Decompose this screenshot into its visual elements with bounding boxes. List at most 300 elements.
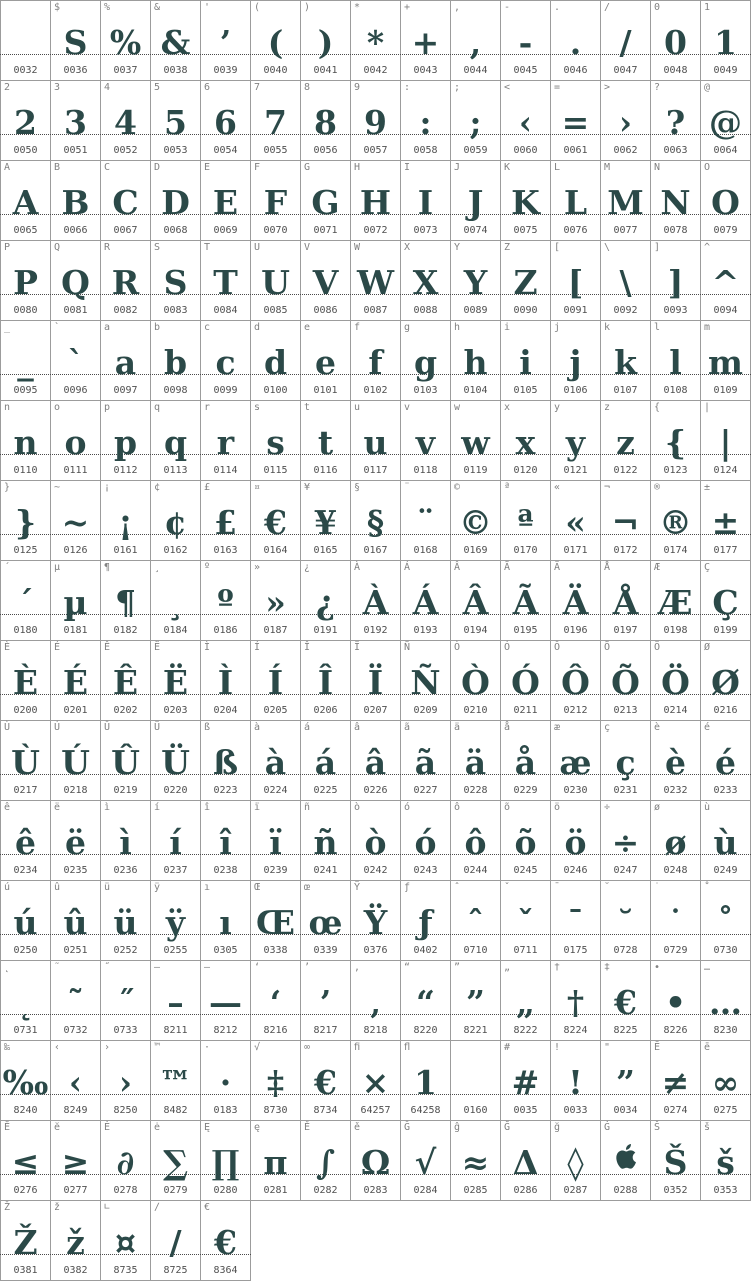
- glyph-large: z: [616, 423, 635, 462]
- glyph-cell: [651, 961, 701, 1041]
- glyph-small-label: 1: [704, 2, 711, 13]
- glyph-large: ˝: [117, 983, 134, 1022]
- glyph-code-label: 0278: [113, 1185, 138, 1196]
- glyph-cell: [451, 1, 501, 81]
- glyph-large: ∑: [163, 1143, 188, 1182]
- glyph-code-label: 0280: [213, 1185, 238, 1196]
- glyph-large: ∫: [315, 1143, 336, 1182]
- glyph-large: ›: [618, 103, 633, 142]
- glyph-small-label: %: [104, 2, 111, 13]
- glyph-code-label: 0352: [663, 1185, 688, 1196]
- glyph-cell: [701, 321, 751, 401]
- glyph-code-label: 0710: [463, 945, 488, 956]
- glyph-large: ∞: [711, 1063, 740, 1102]
- glyph-large: Â: [462, 583, 489, 622]
- glyph-code-label: 0075: [513, 225, 538, 236]
- glyph-small-label: Ĝ: [404, 1122, 411, 1133]
- glyph-large: _: [17, 343, 34, 382]
- glyph-large: q: [163, 423, 188, 462]
- glyph-cell: [301, 161, 351, 241]
- glyph-small-label: Œ: [254, 882, 261, 893]
- glyph-code-label: 0205: [263, 705, 288, 716]
- glyph-small-label: !: [554, 1042, 561, 1053]
- glyph-cell: [201, 721, 251, 801]
- glyph-code-label: 8734: [313, 1105, 338, 1116]
- glyph-cell: [301, 1041, 351, 1121]
- glyph-code-label: 0095: [13, 385, 38, 396]
- glyph-cell: [651, 641, 701, 721]
- glyph-cell: [451, 1041, 501, 1121]
- glyph-small-label: Y: [454, 242, 461, 253]
- glyph-cell: [601, 1121, 651, 1201]
- glyph-large: i: [519, 343, 532, 382]
- glyph-code-label: 0078: [663, 225, 688, 236]
- glyph-large: #: [511, 1063, 540, 1102]
- glyph-small-label: ä: [454, 722, 461, 733]
- glyph-code-label: 0070: [263, 225, 288, 236]
- glyph-row: [1, 801, 751, 881]
- glyph-small-label: ˚: [704, 882, 711, 893]
- glyph-code-label: 8250: [113, 1105, 138, 1116]
- glyph-small-label: ‚: [354, 962, 361, 973]
- glyph-cell: [151, 801, 201, 881]
- glyph-code-label: 0126: [63, 545, 88, 556]
- glyph-code-label: 0096: [63, 385, 88, 396]
- glyph-cell: [601, 561, 651, 641]
- glyph-code-label: 8221: [463, 1025, 488, 1036]
- glyph-small-label: Å: [604, 562, 611, 573]
- glyph-small-label: 8: [304, 82, 311, 93]
- glyph-small-label: 2: [4, 82, 11, 93]
- glyph-code-label: 0108: [663, 385, 688, 396]
- glyph-small-label: Ē: [654, 1042, 661, 1053]
- glyph-cell: [351, 81, 401, 161]
- glyph-small-label: 3: [54, 82, 61, 93]
- glyph-cell: [251, 1, 301, 81]
- glyph-small-label: 7: [254, 82, 261, 93]
- glyph-large: ): [317, 23, 334, 62]
- glyph-large: *: [366, 23, 385, 62]
- glyph-cell: [1, 321, 51, 401]
- glyph-cell: [551, 401, 601, 481]
- glyph-large: ¿: [315, 583, 336, 622]
- glyph-small-label: ¿: [304, 562, 311, 573]
- glyph-small-label: n: [4, 402, 11, 413]
- glyph-code-label: 0402: [413, 945, 438, 956]
- glyph-large: !: [568, 1063, 583, 1102]
- glyph-large: Ç: [712, 583, 739, 622]
- glyph-code-label: 0711: [513, 945, 538, 956]
- glyph-code-label: 0194: [463, 625, 488, 636]
- glyph-large: ˘: [617, 903, 634, 942]
- glyph-small-label: S: [154, 242, 161, 253]
- glyph-large: ¯: [567, 903, 584, 942]
- glyph-small-label: Ê: [104, 642, 111, 653]
- glyph-large: X: [412, 263, 439, 302]
- glyph-cell: [251, 641, 301, 721]
- glyph-cell: [451, 561, 501, 641]
- glyph-small-label: U: [254, 242, 261, 253]
- glyph-code-label: 0093: [663, 305, 688, 316]
- glyph-large: Å: [612, 583, 639, 622]
- glyph-cell: [651, 241, 701, 321]
- glyph-small-label: w: [454, 402, 461, 413]
- glyph-cell: [301, 1121, 351, 1201]
- glyph-code-label: 8212: [213, 1025, 238, 1036]
- glyph-cell: [651, 881, 701, 961]
- glyph-code-label: 0085: [263, 305, 288, 316]
- glyph-small-label: ô: [454, 802, 461, 813]
- glyph-code-label: 0109: [713, 385, 738, 396]
- glyph-cell: [451, 241, 501, 321]
- glyph-small-label: ę: [254, 1122, 261, 1133]
- glyph-small-label: A: [4, 162, 11, 173]
- glyph-code-label: 0097: [113, 385, 138, 396]
- glyph-small-label: ¯: [554, 882, 561, 893]
- glyph-cell: [1, 1, 51, 81]
- glyph-cell: [401, 161, 451, 241]
- glyph-cell: [401, 481, 451, 561]
- glyph-small-label: ě: [354, 1122, 361, 1133]
- glyph-cell: [251, 561, 301, 641]
- glyph-code-label: 0117: [363, 465, 388, 476]
- glyph-cell: [701, 161, 751, 241]
- glyph-cell: [151, 881, 201, 961]
- glyph-code-label: 0245: [513, 865, 538, 876]
- glyph-row: [1, 961, 751, 1041]
- glyph-large: F: [263, 183, 288, 222]
- glyph-small-label: î: [204, 802, 211, 813]
- glyph-code-label: 0094: [713, 305, 738, 316]
- glyph-cell: [1, 721, 51, 801]
- glyph-small-label: Ÿ: [354, 882, 361, 893]
- glyph-cell: [201, 881, 251, 961]
- glyph-large: I: [417, 183, 434, 222]
- glyph-small-label: Ì: [204, 642, 211, 653]
- glyph-large: 0: [664, 23, 687, 62]
- glyph-large: á: [314, 743, 337, 782]
- glyph-large: Î: [317, 663, 334, 702]
- glyph-code-label: 0276: [13, 1185, 38, 1196]
- glyph-cell: [251, 721, 301, 801]
- glyph-small-label: ˙: [654, 882, 661, 893]
- glyph-cell: [201, 801, 251, 881]
- glyph-cell: [401, 1, 451, 81]
- glyph-code-label: 0223: [213, 785, 238, 796]
- glyph-small-label: É: [54, 642, 61, 653]
- glyph-code-label: 0112: [113, 465, 138, 476]
- glyph-code-label: 0283: [363, 1185, 388, 1196]
- glyph-large: Ÿ: [363, 903, 388, 942]
- glyph-large: C: [112, 183, 139, 222]
- glyph-cell: [451, 81, 501, 161]
- glyph-code-label: 0037: [113, 65, 138, 76]
- glyph-cell: [701, 1121, 751, 1201]
- glyph-cell: [551, 481, 601, 561]
- glyph-small-label: Ô: [554, 642, 561, 653]
- glyph-small-label: –: [154, 962, 161, 973]
- glyph-cell: [651, 1121, 701, 1201]
- glyph-code-label: 0732: [63, 1025, 88, 1036]
- glyph-small-label: K: [504, 162, 511, 173]
- glyph-small-label: J: [454, 162, 461, 173]
- glyph-cell: [201, 1, 251, 81]
- glyph-small-label: ·: [204, 1042, 211, 1053]
- glyph-small-label: /: [604, 2, 611, 13]
- glyph-row: [1, 1121, 751, 1201]
- glyph-cell: [501, 961, 551, 1041]
- glyph-cell: [101, 1201, 151, 1281]
- glyph-row: [1, 561, 751, 641]
- glyph-small-label: E: [204, 162, 211, 173]
- glyph-code-label: 0218: [63, 785, 88, 796]
- glyph-large: Ú: [61, 743, 90, 782]
- glyph-large: Ê: [112, 663, 139, 702]
- glyph-small-label: é: [704, 722, 711, 733]
- glyph-small-label: €: [204, 1202, 211, 1213]
- glyph-cell: [451, 321, 501, 401]
- glyph-row: [1, 321, 751, 401]
- glyph-cell: [151, 961, 201, 1041]
- glyph-small-label: œ: [304, 882, 311, 893]
- glyph-code-label: 0243: [413, 865, 438, 876]
- glyph-code-label: 0177: [713, 545, 738, 556]
- glyph-cell: [601, 961, 651, 1041]
- glyph-code-label: 8218: [363, 1025, 388, 1036]
- glyph-code-label: 0213: [613, 705, 638, 716]
- glyph-small-label: ®: [654, 482, 661, 493]
- glyph-code-label: 0069: [213, 225, 238, 236]
- glyph-cell: [451, 881, 501, 961]
- glyph-code-label: 8364: [213, 1265, 238, 1276]
- glyph-cell: [301, 961, 351, 1041]
- glyph-code-label: 0233: [713, 785, 738, 796]
- glyph-cell: [551, 321, 601, 401]
- glyph-row: [1, 241, 751, 321]
- glyph-cell: [701, 641, 751, 721]
- glyph-small-label: „: [504, 962, 511, 973]
- glyph-cell: [551, 881, 601, 961]
- glyph-large: U: [261, 263, 290, 302]
- glyph-code-label: 0232: [663, 785, 688, 796]
- glyph-row: [1, 401, 751, 481]
- glyph-large: €: [214, 1223, 237, 1262]
- glyph-small-label: |: [704, 402, 711, 413]
- glyph-small-label: ē: [704, 1042, 711, 1053]
- glyph-cell: [601, 241, 651, 321]
- glyph-large: Ï: [367, 663, 384, 702]
- glyph-code-label: 0281: [263, 1185, 288, 1196]
- glyph-code-label: 0219: [113, 785, 138, 796]
- glyph-large: ‘: [269, 983, 282, 1022]
- glyph-code-label: 0124: [713, 465, 738, 476]
- glyph-small-label: Ó: [504, 642, 511, 653]
- glyph-large: à: [264, 743, 287, 782]
- glyph-code-label: 8224: [563, 1025, 588, 1036]
- glyph-code-label: 0284: [413, 1185, 438, 1196]
- glyph-small-label: š: [704, 1122, 711, 1133]
- glyph-code-label: 8230: [713, 1025, 738, 1036]
- glyph-large: …: [709, 983, 742, 1022]
- glyph-small-label: Ž: [4, 1202, 11, 1213]
- glyph-large: f: [368, 343, 383, 382]
- glyph-code-label: 0061: [563, 145, 588, 156]
- glyph-cell: [401, 641, 451, 721]
- glyph-small-label: Õ: [604, 642, 611, 653]
- glyph-large: T: [213, 263, 238, 302]
- glyph-cell: [1, 1041, 51, 1121]
- glyph-small-label: ğ: [554, 1122, 561, 1133]
- glyph-code-label: 0246: [563, 865, 588, 876]
- glyph-small-label: à: [254, 722, 261, 733]
- glyph-cell: [351, 1, 401, 81]
- glyph-cell: [51, 881, 101, 961]
- glyph-code-label: 0103: [413, 385, 438, 396]
- glyph-cell: [701, 721, 751, 801]
- glyph-large: í: [169, 823, 182, 862]
- glyph-small-label: Æ: [654, 562, 661, 573]
- glyph-code-label: 0040: [263, 65, 288, 76]
- glyph-small-label: m: [704, 322, 711, 333]
- glyph-small-label: q: [154, 402, 161, 413]
- glyph-large: ˇ: [517, 903, 534, 942]
- glyph-cell: [201, 561, 251, 641]
- glyph-small-label: Ü: [154, 722, 161, 733]
- glyph-code-label: 0277: [63, 1185, 88, 1196]
- glyph-small-label: ?: [654, 82, 661, 93]
- glyph-large: Q: [61, 263, 90, 302]
- glyph-large: 3: [64, 103, 87, 142]
- glyph-cell: [251, 1041, 301, 1121]
- glyph-large: m: [708, 343, 743, 382]
- glyph-code-label: 0275: [713, 1105, 738, 1116]
- glyph-cell: [201, 481, 251, 561]
- glyph-code-label: 0090: [513, 305, 538, 316]
- glyph-code-label: 0125: [13, 545, 38, 556]
- glyph-code-label: 0092: [613, 305, 638, 316]
- glyph-large: 6: [214, 103, 237, 142]
- glyph-cell: [451, 161, 501, 241]
- glyph-code-label: 0084: [213, 305, 238, 316]
- glyph-small-label: ‹: [54, 1042, 61, 1053]
- glyph-small-label: í: [154, 802, 161, 813]
- glyph-cell: [351, 801, 401, 881]
- glyph-large: Á: [412, 583, 439, 622]
- glyph-large: ‰: [2, 1063, 49, 1102]
- glyph-large: À: [362, 583, 389, 622]
- glyph-small-label: ‰: [4, 1042, 11, 1053]
- glyph-large: E: [212, 183, 239, 222]
- glyph-cell: [251, 241, 301, 321]
- glyph-small-label: t: [304, 402, 311, 413]
- glyph-small-label: -: [504, 2, 511, 13]
- glyph-large: ˜: [67, 983, 84, 1022]
- glyph-cell: [1, 241, 51, 321]
- glyph-cell: [501, 801, 551, 881]
- glyph-small-label: Q: [54, 242, 61, 253]
- glyph-large: J: [467, 183, 484, 222]
- glyph-small-label: »: [254, 562, 261, 573]
- glyph-cell: [351, 1121, 401, 1201]
- glyph-small-label: ë: [54, 802, 61, 813]
- glyph-small-label: ™: [154, 1042, 161, 1053]
- glyph-code-label: 0118: [413, 465, 438, 476]
- glyph-code-label: 0174: [663, 545, 688, 556]
- glyph-cell: [101, 1121, 151, 1201]
- glyph-cell: [251, 81, 301, 161]
- glyph-small-label: 6: [204, 82, 211, 93]
- glyph-cell: [551, 721, 601, 801]
- glyph-small-label: &: [154, 2, 161, 13]
- glyph-small-label: #: [504, 1042, 511, 1053]
- glyph-large: w: [461, 423, 490, 462]
- glyph-code-label: 0080: [13, 305, 38, 316]
- glyph-small-label: h: [454, 322, 461, 333]
- glyph-small-label: õ: [504, 802, 511, 813]
- glyph-code-label: 0381: [13, 1265, 38, 1276]
- glyph-code-label: 0250: [13, 945, 38, 956]
- glyph-code-label: 0201: [63, 705, 88, 716]
- glyph-small-label: s: [254, 402, 261, 413]
- glyph-small-label: ∟: [104, 1202, 111, 1213]
- glyph-small-label: ‡: [604, 962, 611, 973]
- glyph-large: A: [12, 183, 39, 222]
- glyph-code-label: 0255: [163, 945, 188, 956]
- glyph-small-label: ö: [554, 802, 561, 813]
- glyph-large: õ: [514, 823, 537, 862]
- glyph-small-label: ė: [154, 1122, 161, 1133]
- glyph-large: œ: [308, 903, 343, 942]
- glyph-cell: [701, 1041, 751, 1121]
- glyph-cell: [401, 961, 451, 1041]
- glyph-code-label: 0286: [513, 1185, 538, 1196]
- glyph-code-label: 0104: [463, 385, 488, 396]
- glyph-cell: [451, 961, 501, 1041]
- glyph-large: ˚: [717, 903, 734, 942]
- glyph-cell: [101, 881, 151, 961]
- glyph-large: ∏: [211, 1143, 240, 1182]
- glyph-cell: [101, 1041, 151, 1121]
- glyph-cell: [551, 961, 601, 1041]
- glyph-small-label: ∕: [154, 1202, 161, 1213]
- glyph-cell: [51, 561, 101, 641]
- glyph-cell: [251, 401, 301, 481]
- glyph-small-label: —: [204, 962, 211, 973]
- glyph-large: u: [363, 423, 388, 462]
- glyph-large: Ì: [217, 663, 234, 702]
- glyph-large: ñ: [313, 823, 338, 862]
- glyph-code-label: 0170: [513, 545, 538, 556]
- glyph-large: j: [569, 343, 582, 382]
- glyph-cell: [401, 321, 451, 401]
- glyph-cell: [551, 1, 601, 81]
- glyph-code-label: 0065: [13, 225, 38, 236]
- glyph-large: „: [516, 983, 535, 1022]
- glyph-cell: [701, 961, 751, 1041]
- glyph-cell: [101, 641, 151, 721]
- glyph-large: %: [109, 23, 142, 62]
- glyph-cell: [651, 401, 701, 481]
- glyph-large: ı: [219, 903, 232, 942]
- glyph-code-label: 0066: [63, 225, 88, 236]
- glyph-code-label: 0181: [63, 625, 88, 636]
- glyph-cell: [301, 881, 351, 961]
- glyph-large: Ä: [562, 583, 589, 622]
- glyph-cell: [1, 1121, 51, 1201]
- glyph-cell: [401, 721, 451, 801]
- glyph-large: ê: [15, 823, 36, 862]
- glyph-large: -: [518, 23, 533, 62]
